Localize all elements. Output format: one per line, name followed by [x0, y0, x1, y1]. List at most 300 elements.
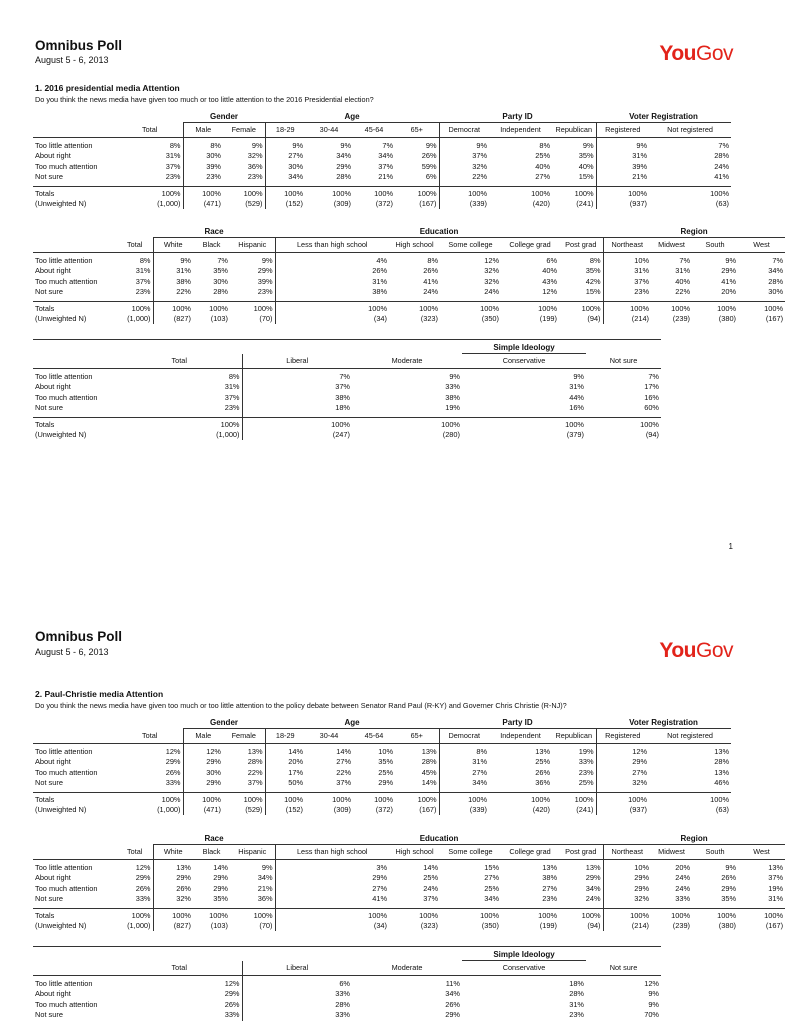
row-label: Too little attention: [35, 141, 93, 150]
table-cell: 100%: [275, 301, 389, 314]
table-cell: 100%: [649, 186, 731, 199]
table-cell: 23%: [578, 767, 594, 777]
table-cell: 32%: [484, 266, 500, 276]
table-cell: 8%: [427, 256, 439, 265]
table-cell: 9%: [261, 256, 273, 265]
table-cell: 16%: [644, 392, 659, 402]
table-cell: 22%: [439, 172, 489, 186]
table-cell: (70): [259, 314, 273, 324]
table-cell: (529): [245, 805, 263, 815]
table-cell: 20%: [675, 863, 691, 872]
table-cell: 39%: [596, 162, 649, 172]
table-cell: (280): [442, 430, 460, 440]
table-cell: (1,000): [157, 199, 181, 209]
table-cell: (34): [275, 921, 389, 931]
table-cell: 26%: [721, 873, 737, 883]
table-cell: 12%: [596, 744, 649, 758]
table-row: [33, 884, 785, 894]
table-cell: 100%: [552, 792, 596, 805]
row-label: Too much attention: [35, 276, 98, 286]
table-cell: 100%: [439, 792, 489, 805]
table-cell: 100%: [462, 417, 586, 430]
table-cell: 24%: [423, 287, 439, 297]
table-cell: 9%: [582, 141, 594, 150]
table-cell: (529): [245, 199, 263, 209]
table-cell: 33%: [675, 894, 691, 904]
table-cell: 33%: [445, 382, 460, 392]
table-cell: 19%: [578, 747, 594, 756]
table-cell: (34): [275, 314, 389, 324]
table-cell: [117, 947, 242, 961]
table-cell: 100%: [230, 908, 275, 921]
table-cell: 6%: [242, 976, 352, 990]
table-cell: 28%: [421, 757, 437, 767]
table-cell: 29%: [445, 1010, 460, 1020]
table-header-row: [33, 340, 661, 354]
row-label: About right: [35, 382, 71, 392]
column-header: Republican: [552, 729, 596, 744]
table-cell: 23%: [569, 1010, 584, 1020]
group-header: Education: [275, 224, 603, 238]
table-cell: 27%: [336, 757, 352, 767]
table-cell: 100%: [353, 186, 395, 199]
column-header: Total: [117, 845, 153, 860]
table-cell: 13%: [768, 863, 784, 872]
table-row: [33, 369, 661, 383]
table-cell: 100%: [117, 417, 242, 430]
table-cell: (309): [333, 805, 352, 815]
table-cell: 30%: [183, 151, 223, 161]
row-label: Not sure: [35, 172, 63, 182]
table-cell: [33, 947, 117, 961]
table-header-row: [33, 123, 731, 138]
table-cell: 9%: [725, 863, 737, 872]
table-cell: 39%: [183, 162, 223, 172]
table-cell: 23%: [224, 403, 240, 413]
table-cell: 38%: [242, 393, 352, 403]
table-cell: 31%: [439, 757, 489, 767]
row-label: Not sure: [35, 403, 63, 413]
table-cell: 31%: [603, 266, 651, 276]
table-cell: 14%: [336, 747, 352, 756]
table-row: [33, 989, 661, 999]
table-cell: 100%: [223, 792, 265, 805]
table-cell: 14%: [421, 778, 437, 788]
table-cell: 36%: [247, 161, 263, 171]
table-cell: (339): [439, 805, 489, 815]
table-cell: 100%: [596, 186, 649, 199]
table-cell: 12%: [542, 287, 558, 297]
table-cell: 100%: [183, 792, 223, 805]
column-header: Male: [183, 123, 223, 138]
table-header-row: [33, 831, 785, 845]
column-header: Post grad: [559, 845, 603, 860]
table-cell: 29%: [224, 989, 240, 999]
table-cell: 30%: [213, 276, 228, 286]
table-cell: (937): [596, 199, 649, 209]
table-row: [33, 894, 785, 908]
column-header: Moderate: [352, 354, 462, 369]
table-cell: 100%: [651, 908, 692, 921]
table-row: [33, 382, 661, 392]
column-header: Post grad: [559, 238, 603, 253]
table-cell: 29%: [135, 873, 151, 883]
table-cell: 12%: [183, 744, 223, 758]
row-label: Totals: [33, 186, 117, 199]
table-cell: 44%: [569, 392, 584, 402]
column-header: 18-29: [265, 729, 305, 744]
table-cell: (103): [210, 314, 228, 324]
table-cell: 33%: [224, 1010, 240, 1020]
table-cell: 35%: [585, 266, 601, 276]
table-cell: 9%: [596, 138, 649, 152]
table-cell: 13%: [714, 747, 730, 756]
table-cell: 22%: [153, 287, 193, 301]
table-cell: 100%: [193, 301, 230, 314]
table-cell: 28%: [247, 757, 263, 767]
table-cell: 40%: [542, 266, 558, 276]
table-cell: 12%: [644, 979, 659, 988]
table-cell: 50%: [265, 778, 305, 792]
table-cell: 100%: [265, 186, 305, 199]
table-cell: 24%: [675, 873, 691, 883]
table-cell: 35%: [578, 151, 594, 161]
table-cell: 7%: [772, 256, 784, 265]
table-cell: 13%: [542, 863, 558, 872]
table-cell: [586, 340, 661, 354]
table-cell: (152): [265, 805, 305, 815]
table-cell: 100%: [552, 186, 596, 199]
table-cell: 26%: [153, 884, 193, 894]
table-cell: 37%: [378, 161, 394, 171]
column-header: Total: [117, 354, 242, 369]
row-label: About right: [35, 989, 71, 999]
column-header: Total: [117, 123, 183, 138]
table-cell: 100%: [117, 908, 153, 921]
table-cell: 32%: [596, 778, 649, 792]
table-cell: (63): [715, 199, 730, 209]
table-cell: 30%: [265, 162, 305, 172]
table-cell: 100%: [230, 301, 275, 314]
column-header: West: [738, 845, 785, 860]
table-cell: 9%: [573, 372, 584, 381]
column-header: Total: [117, 238, 153, 253]
row-label: Not sure: [35, 778, 63, 788]
table-row: [33, 253, 785, 267]
table-cell: 7%: [648, 372, 659, 381]
table-cell: 8%: [439, 744, 489, 758]
table-cell: 8%: [183, 138, 223, 152]
table-header-row: [33, 238, 785, 253]
table-cell: 28%: [242, 1000, 352, 1010]
column-header: Not sure: [586, 961, 661, 976]
row-label: Totals: [33, 908, 117, 921]
table-cell: 23%: [603, 287, 651, 301]
table-cell: 7%: [217, 256, 228, 265]
table-cell: 4%: [275, 253, 389, 267]
table-cell: 100%: [440, 908, 501, 921]
table-cell: 27%: [542, 883, 558, 893]
table-row: [33, 138, 731, 152]
table-cell: (167): [419, 199, 437, 209]
table-header-row: [33, 729, 731, 744]
table-cell: 100%: [395, 186, 439, 199]
table-row: [33, 151, 731, 161]
table-cell: (94): [645, 430, 659, 440]
document-title: Omnibus Poll: [35, 38, 123, 53]
table-cell: 6%: [425, 172, 437, 182]
table-cell: 35%: [213, 894, 228, 904]
table-cell: (94): [587, 314, 601, 324]
table-cell: 29%: [257, 266, 273, 276]
table-cell: 9%: [439, 138, 489, 152]
table-row: [33, 778, 731, 792]
table-cell: 28%: [768, 276, 784, 286]
group-header: Race: [153, 224, 275, 238]
table-cell: 27%: [275, 884, 389, 894]
table-cell: 33%: [242, 1010, 352, 1020]
row-label: Totals: [33, 417, 117, 430]
table-cell: 31%: [135, 266, 151, 276]
table-cell: 37%: [165, 161, 181, 171]
table-cell: 13%: [535, 747, 551, 756]
table-cell: 24%: [423, 883, 439, 893]
table-cell: 33%: [165, 778, 181, 788]
table-cell: 100%: [489, 186, 552, 199]
table-cell: 30%: [183, 768, 223, 778]
table-cell: [117, 831, 153, 845]
table-cell: 27%: [484, 873, 500, 883]
table-cell: 24%: [484, 287, 500, 297]
table-cell: 26%: [275, 266, 389, 276]
table-cell: 28%: [213, 287, 228, 297]
table-cell: 29%: [721, 266, 737, 276]
table-header-row: [33, 961, 661, 976]
crosstab-race-education-region: [33, 224, 785, 324]
table-cell: 26%: [224, 999, 240, 1009]
table-cell: 100%: [692, 301, 738, 314]
table-cell: 9%: [725, 256, 737, 265]
table-cell: 46%: [714, 778, 730, 788]
table-row: [33, 162, 731, 172]
group-header: Simple Ideology: [462, 947, 586, 961]
table-cell: (323): [420, 921, 439, 931]
table-cell: 42%: [585, 276, 601, 286]
table-cell: 8%: [139, 256, 151, 265]
table-cell: 13%: [247, 747, 263, 756]
row-label: Too much attention: [35, 767, 98, 777]
table-cell: 24%: [714, 161, 730, 171]
table-cell: 9%: [251, 141, 263, 150]
page-number: 1: [728, 542, 733, 551]
table-cell: 26%: [535, 767, 551, 777]
table-cell: 31%: [569, 382, 584, 392]
table-cell: 26%: [421, 151, 437, 161]
table-cell: 29%: [378, 778, 394, 788]
table-cell: 100%: [738, 908, 785, 921]
table-cell: 100%: [596, 792, 649, 805]
table-cell: (1,000): [157, 805, 181, 815]
table-cell: 14%: [213, 863, 228, 872]
table-header-row: [33, 109, 731, 123]
table-cell: 28%: [714, 757, 730, 767]
table-cell: 100%: [352, 417, 462, 430]
table-cell: 100%: [117, 186, 183, 199]
table-cell: 9%: [449, 372, 460, 381]
column-header: Liberal: [242, 354, 352, 369]
table-cell: 18%: [569, 979, 584, 988]
table-cell: [33, 729, 117, 744]
table-cell: 40%: [675, 276, 691, 286]
column-header: Some college: [440, 845, 501, 860]
table-cell: 26%: [165, 767, 181, 777]
totals-row: [33, 301, 785, 314]
table-cell: 25%: [578, 778, 594, 788]
table-cell: [117, 340, 242, 354]
column-header: Conservative: [462, 354, 586, 369]
table-cell: (1,000): [216, 430, 240, 440]
table-cell: 21%: [596, 172, 649, 186]
table-cell: 31%: [153, 266, 193, 276]
table-cell: 28%: [336, 172, 352, 182]
table-cell: (420): [532, 805, 551, 815]
table-cell: [33, 831, 117, 845]
table-cell: 100%: [651, 301, 692, 314]
unweighted-row: [33, 430, 661, 440]
column-header: White: [153, 845, 193, 860]
crosstab-demographics: [33, 109, 731, 209]
table-header-row: [33, 715, 731, 729]
table-cell: 10%: [378, 747, 394, 756]
table-cell: 32%: [603, 894, 651, 908]
table-row: [33, 266, 785, 276]
table-cell: 37%: [603, 277, 651, 287]
document-date: August 5 - 6, 2013: [35, 647, 109, 657]
table-row: [33, 277, 785, 287]
column-header: Republican: [552, 123, 596, 138]
row-label: Totals: [33, 301, 117, 314]
question-title: 2. Paul-Christie media Attention: [35, 689, 164, 699]
table-cell: 100%: [389, 301, 440, 314]
table-cell: 100%: [223, 186, 265, 199]
column-header: Independent: [489, 123, 552, 138]
table-cell: 100%: [692, 908, 738, 921]
group-header: Region: [603, 831, 785, 845]
column-header: Black: [193, 845, 230, 860]
table-cell: 34%: [257, 873, 273, 883]
table-cell: 34%: [439, 778, 489, 792]
table-cell: [33, 715, 117, 729]
table-cell: 30%: [768, 287, 784, 297]
table-cell: 60%: [644, 403, 659, 413]
column-header: Less than high school: [275, 238, 389, 253]
table-cell: 26%: [135, 883, 151, 893]
table-cell: [33, 123, 117, 138]
column-header: Female: [223, 123, 265, 138]
table-cell: 32%: [484, 276, 500, 286]
table-cell: 10%: [603, 253, 651, 267]
table-cell: 31%: [224, 382, 240, 392]
table-cell: 100%: [603, 301, 651, 314]
table-cell: 9%: [261, 863, 273, 872]
table-cell: [117, 715, 183, 729]
table-cell: 35%: [721, 894, 737, 904]
group-header: Region: [603, 224, 785, 238]
column-header: Democrat: [439, 123, 489, 138]
table-cell: 17%: [265, 768, 305, 778]
table-cell: 9%: [648, 999, 659, 1009]
table-cell: 100%: [265, 792, 305, 805]
table-cell: (239): [672, 921, 691, 931]
table-cell: 23%: [135, 287, 151, 297]
table-cell: 13%: [421, 747, 437, 756]
column-header: High school: [389, 238, 440, 253]
table-cell: [352, 340, 462, 354]
column-header: 65+: [395, 729, 439, 744]
unweighted-row: [33, 921, 785, 931]
table-cell: 59%: [421, 161, 437, 171]
table-cell: 28%: [714, 151, 730, 161]
table-cell: (937): [596, 805, 649, 815]
table-cell: 3%: [275, 860, 389, 874]
table-cell: 43%: [542, 276, 558, 286]
table-cell: 33%: [242, 989, 352, 999]
table-cell: 34%: [336, 151, 352, 161]
row-label: (Unweighted N): [35, 314, 87, 324]
group-header: Voter Registration: [596, 109, 731, 123]
table-cell: 100%: [586, 417, 661, 430]
table-cell: 100%: [559, 301, 603, 314]
table-row: [33, 1010, 661, 1020]
row-label: (Unweighted N): [35, 921, 87, 931]
table-cell: 37%: [439, 151, 489, 161]
table-cell: 27%: [535, 172, 551, 182]
column-header: Midwest: [651, 238, 692, 253]
table-cell: 100%: [153, 908, 193, 921]
table-cell: 34%: [585, 883, 601, 893]
table-cell: (379): [566, 430, 584, 440]
table-cell: (70): [259, 921, 273, 931]
table-cell: [33, 961, 117, 976]
column-header: South: [692, 845, 738, 860]
table-cell: 100%: [738, 301, 785, 314]
table-cell: 100%: [305, 186, 353, 199]
table-cell: 25%: [535, 151, 551, 161]
column-header: 30-44: [305, 123, 353, 138]
table-cell: [352, 947, 462, 961]
table-cell: (372): [375, 199, 394, 209]
table-cell: (167): [765, 314, 784, 324]
totals-row: [33, 186, 731, 199]
table-cell: 29%: [585, 873, 601, 883]
table-cell: 29%: [183, 757, 223, 767]
table-cell: 31%: [569, 999, 584, 1009]
table-cell: 29%: [213, 883, 228, 893]
group-header: Party ID: [439, 109, 596, 123]
unweighted-row: [33, 805, 731, 815]
row-label: Too much attention: [35, 392, 98, 402]
column-header: Moderate: [352, 961, 462, 976]
crosstab-demographics: [33, 715, 731, 815]
table-cell: 26%: [423, 266, 439, 276]
table-cell: (103): [210, 921, 228, 931]
table-cell: 27%: [596, 768, 649, 778]
column-header: 45-64: [353, 729, 395, 744]
table-cell: 36%: [257, 894, 273, 904]
table-cell: 36%: [535, 778, 551, 788]
table-cell: 18%: [242, 403, 352, 417]
table-cell: 100%: [305, 792, 353, 805]
